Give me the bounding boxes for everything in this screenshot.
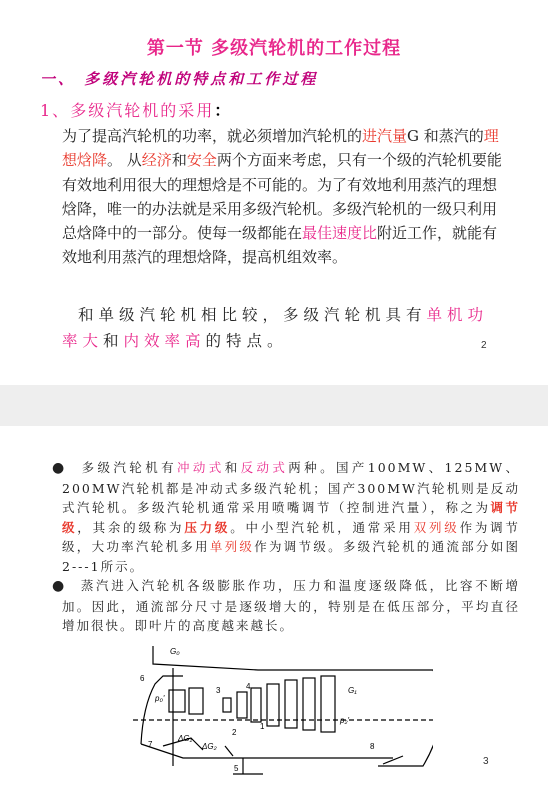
paragraph-comparison <box>62 302 502 354</box>
highlighted-term: 调节级 <box>62 500 520 535</box>
section-number: 1、 <box>40 101 71 120</box>
highlighted-term: 单机功率大 <box>62 306 489 350</box>
bullet-icon: ● <box>52 460 66 476</box>
text-run: 作为调节级。多级汽轮机的通流部分如图2---1所示。 <box>62 539 520 574</box>
slide-page-2 <box>0 0 548 385</box>
text-run: 两种。国产100MW、125MW、200MW汽轮机都是冲动式多级汽轮机；国产300MW汽轮机则是反动式汽轮机。多级汽轮机通常采用喷嘴调节（控制进汽量），称之为 <box>62 460 520 516</box>
text-run: 和单级汽轮机相比较，多级汽轮机具有 <box>78 306 427 324</box>
highlighted-term: 双列级 <box>413 519 460 535</box>
page-title: 第一节 多级汽轮机的工作过程 <box>146 38 402 59</box>
figure-label: 5 <box>234 764 239 773</box>
figure-label: 7 <box>148 740 153 749</box>
text-run: 蒸汽进入汽轮机各级膨胀作功，压力和温度逐级降低，比容不断增加。因此，通流部分尺寸是逐级增大的，特别是在低压部分，平均直径增加很快。即叶片的高度越来越长。 <box>62 578 520 634</box>
figure-label: 3 <box>216 686 221 695</box>
figure-label: 4 <box>246 682 251 691</box>
highlighted-term: 单列级 <box>209 539 255 555</box>
text-run: 两个方面来考虑，只有一个级的汽轮机要能有效地利用很大的理想焓是不可能的。为了有效地利用蒸汽的理想焓降，唯一的办法就是采用多级汽轮机。多级汽轮机的一级只利用总焓降中的一部分。使每一级都能在 <box>62 151 502 243</box>
highlighted-term: 理想焓降 <box>62 127 499 170</box>
text-run: 多级汽轮机有 <box>81 460 177 475</box>
text-run: 的特点。 <box>205 332 288 350</box>
figure-label: p₀' <box>155 694 165 703</box>
bullet-item-expansion <box>52 576 520 636</box>
figure-label: ΔG₁ <box>178 734 193 743</box>
highlighted-term: 反动式 <box>240 460 289 475</box>
text-run: 和 <box>224 460 241 475</box>
text-run: 附近工作，就能有效地利用蒸汽的理想焓降，提高机组效率。 <box>62 224 498 267</box>
text-run: 作为调节级，大功率汽轮机多用 <box>62 519 520 555</box>
figure-label: 1 <box>260 722 265 731</box>
text-run: 和 <box>103 332 124 350</box>
figure-label: G₁ <box>348 686 357 695</box>
figure-label: ΔG₂ <box>202 742 217 751</box>
page-number: 2 <box>481 340 487 351</box>
highlighted-term: 经济 <box>141 151 172 170</box>
figure-label: p₂' <box>340 716 350 725</box>
highlighted-term: 安全 <box>186 151 217 170</box>
figure-label: G₀ <box>170 647 180 656</box>
text-run: 。 从 <box>107 151 142 170</box>
turbine-flow-diagram <box>133 646 433 780</box>
highlighted-term: 内效率高 <box>123 332 206 350</box>
bullet-text <box>62 578 520 633</box>
section-colon: ： <box>214 101 233 120</box>
page-number: 3 <box>483 756 489 767</box>
text-run: ，其余的级称为 <box>77 519 185 535</box>
text-run: G 和蒸汽的 <box>407 127 484 145</box>
bullet-item-types <box>52 458 520 577</box>
section-heading <box>40 98 232 121</box>
paragraph-adoption <box>62 124 502 270</box>
highlighted-term: 最佳速度比 <box>302 224 378 243</box>
highlighted-term: 进汽量 <box>362 127 408 145</box>
text-run: 。中小型汽轮机，通常采用 <box>230 519 414 535</box>
text-run: 和 <box>171 151 187 170</box>
figure-label: 2 <box>232 728 237 737</box>
figure-label: 8 <box>370 742 375 751</box>
bullet-icon: ● <box>52 578 65 594</box>
bullet-text <box>62 460 520 574</box>
subtitle-heading: 一、 多级汽轮机的特点和工作过程 <box>40 70 319 88</box>
figure-label: 6 <box>140 674 145 683</box>
highlighted-term: 冲动式 <box>177 460 225 475</box>
section-title: 多级汽轮机的采用 <box>70 101 215 120</box>
highlighted-term: 压力级 <box>184 519 231 535</box>
text-run: 为了提高汽轮机的功率，就必须增加汽轮机的 <box>62 127 363 145</box>
